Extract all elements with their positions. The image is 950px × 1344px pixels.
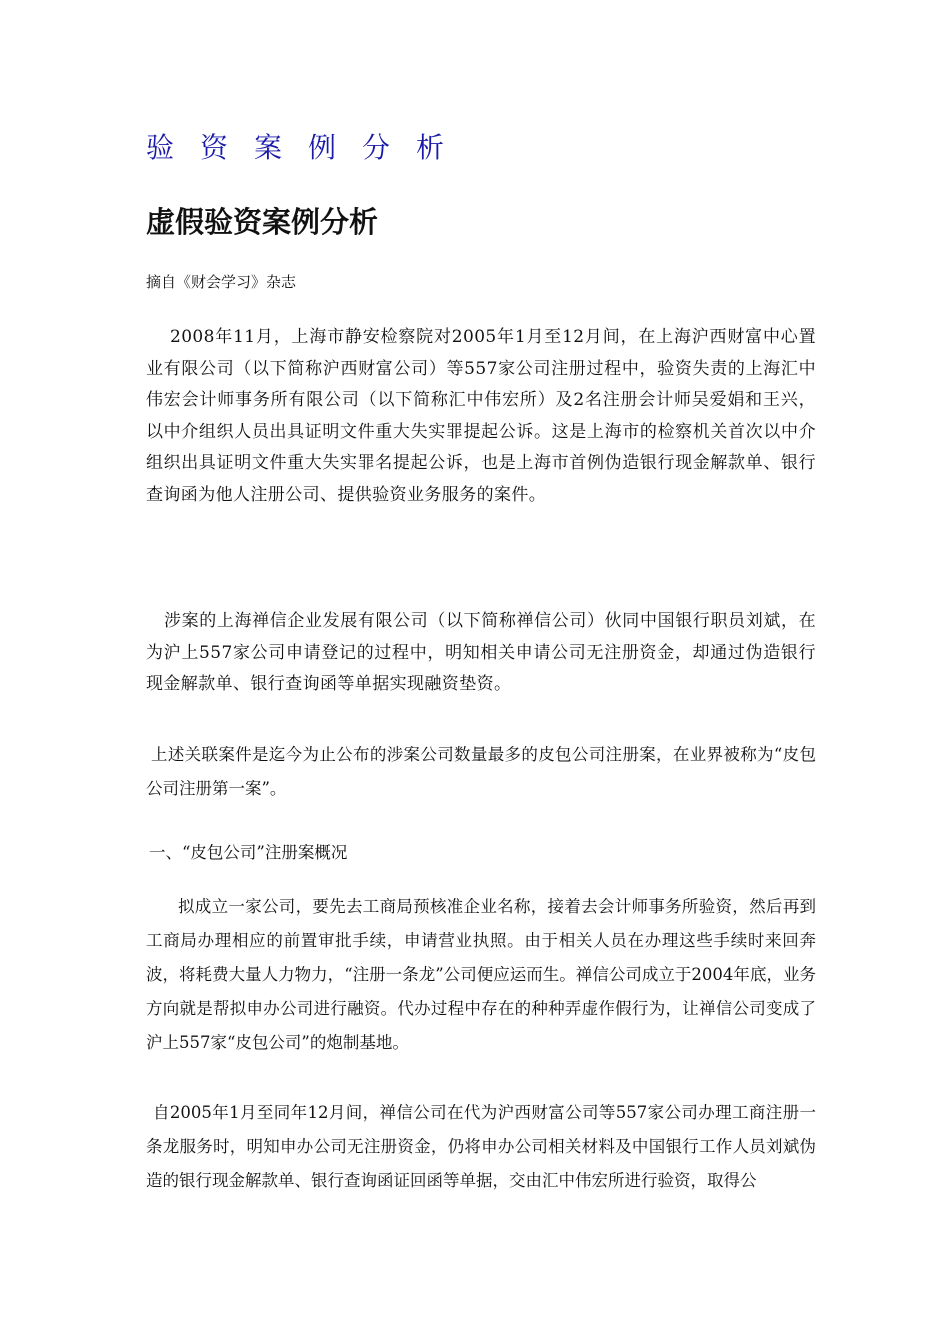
main-title: 验资案例分析 <box>146 131 471 164</box>
paragraph-registration-process: 拟成立一家公司，要先去工商局预核准企业名称，接着去会计师事务所验资，然后再到工商局办理相应的前置审批手续，申请营业执照。由于相关人员在办理这些手续时来回奔波，将耗费大量人力物力，“注册一条龙”公司便应运而生。禅信公司成立于2004年底，业务方向就是帮拟申办公司进行融资。代办过程中存在的种种弄虚作假行为，让禅信公司变成了沪上557家“皮包公司”的炮制基地。 <box>146 897 816 1052</box>
section-heading-overview: 一、“皮包公司”注册案概况 <box>149 843 348 862</box>
paragraph-case-details: 自2005年1月至同年12月间，禅信公司在代为沪西财富公司等557家公司办理工商注册一条龙服务时，明知申办公司无注册资金，仍将申办公司相关材料及中国银行工作人员刘斌伪造的银行现金解款单、银行查询函证回函等单据，交由汇中伟宏所进行验资，取得公 <box>146 1103 816 1190</box>
paragraph-case-intro: 2008年11月，上海市静安检察院对2005年1月至12月间，在上海沪西财富中心置业有限公司（以下简称沪西财富公司）等557家公司注册过程中，验资失责的上海汇中伟宏会计师事务所有限公司（以下简称汇中伟宏所）及2名注册会计师吴爱娟和王兴，以中介组织人员出具证明文件重大失实罪提起公诉。这是上海市的检察机关首次以中介组织出具证明文件重大失实罪名提起公诉，也是上海市首例伪造银行现金解款单、银行查询函为他人注册公司、提供验资业务服务的案件。 <box>146 327 816 505</box>
source-line: 摘自《财会学习》杂志 <box>146 273 297 291</box>
paragraph-involved-company: 涉案的上海禅信企业发展有限公司（以下简称禅信公司）伙同中国银行职员刘斌，在为沪上557家公司申请登记的过程中，明知相关申请公司无注册资金，却通过伪造银行现金解款单、银行查询函等单据实现融资垫资。 <box>146 611 816 694</box>
paragraph-first-case: 上述关联案件是迄今为止公布的涉案公司数量最多的皮包公司注册案，在业界被称为“皮包公司注册第一案”。 <box>146 745 816 798</box>
sub-title: 虚假验资案例分析 <box>146 205 379 239</box>
